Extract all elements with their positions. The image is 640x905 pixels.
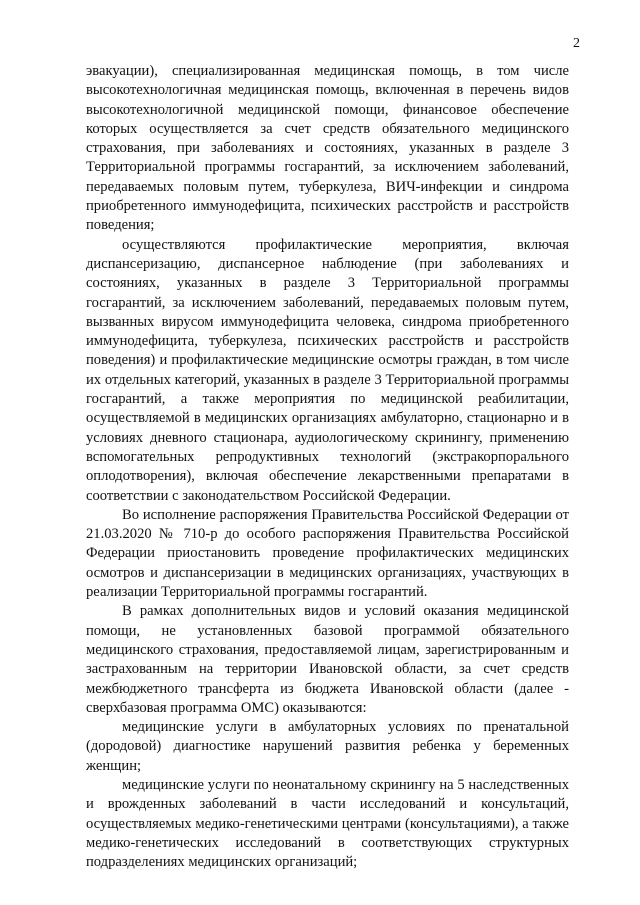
paragraph-government-order: Во исполнение распоряжения Правительства Российской Федерации от 21.03.2020 № 710-р до особого распоряжения Правительства Российской Федерации приостановить проведение профилактических медицинских осмотров и диспансеризации в медицинских организациях, участвующих в реализации Территориальной программы госгарантий. (86, 506, 569, 601)
paragraph-preventive-measures: осуществляются профилактические мероприятия, включая диспансеризацию, диспансерное наблюдение (при заболеваниях и состояниях, указанных в разделе 3 Территориальной программы госгарантий, за исключением заболеваний, передаваемых половым путем, вызванных вирусом иммунодефицита человека, синдрома приобретенного иммунодефицита, туберкулеза, психических расстройств и расстройств поведения) и профилактические медицинские осмотры граждан, в том числе их отдельных категорий, указанных в разделе 3 Территориальной программы госгарантий, а также мероприятия по медицинской реабилитации, осуществляемой в медицинских организациях амбулаторно, стационарно и в условиях дневного стационара, аудиологическому скринингу, применению вспомогательных репродуктивных технологий (экстракорпорального оплодотворения), включая обеспечение лекарственными препаратами в соответствии с законодательством Российской Федерации. (86, 236, 569, 504)
paragraph-neonatal-screening: медицинские услуги по неонатальному скринингу на 5 наследственных и врожденных заболеваний в части исследований и консультаций, осуществляемых медико-генетическими центрами (консультациями), а также медико-генетических исследований в соответствующих структурных подразделениях медицинских организаций; (86, 776, 569, 871)
paragraph-continuation: эвакуации), специализированная медицинская помощь, в том числе высокотехнологичная медицинская помощь, включенная в перечень видов высокотехнологичной медицинской помощи, финансовое обеспечение которых осуществляется за счет средств обязательного медицинского страхования, при заболеваниях и состояниях, указанных в разделе 3 Территориальной программы госгарантий, за исключением заболеваний, передаваемых половым путем, туберкулеза, ВИЧ-инфекции и синдрома приобретенного иммунодефицита, психических расстройств и расстройств поведения; (86, 63, 569, 234)
paragraph-prenatal-diagnostics: медицинские услуги в амбулаторных условиях по пренатальной (дородовой) диагностике нарушений развития ребенка у беременных женщин; (86, 719, 569, 774)
document-body (86, 62, 569, 872)
paragraph-additional-care: В рамках дополнительных видов и условий оказания медицинской помощи, не установленных базовой программой обязательного медицинского страхования, предоставляемой лицам, зарегистрированным и застрахованным на территории Ивановской области, за счет средств межбюджетного трансферта из бюджета Ивановской области (далее - сверхбазовая программа ОМС) оказываются: (86, 603, 569, 716)
page-number: 2 (573, 36, 580, 51)
